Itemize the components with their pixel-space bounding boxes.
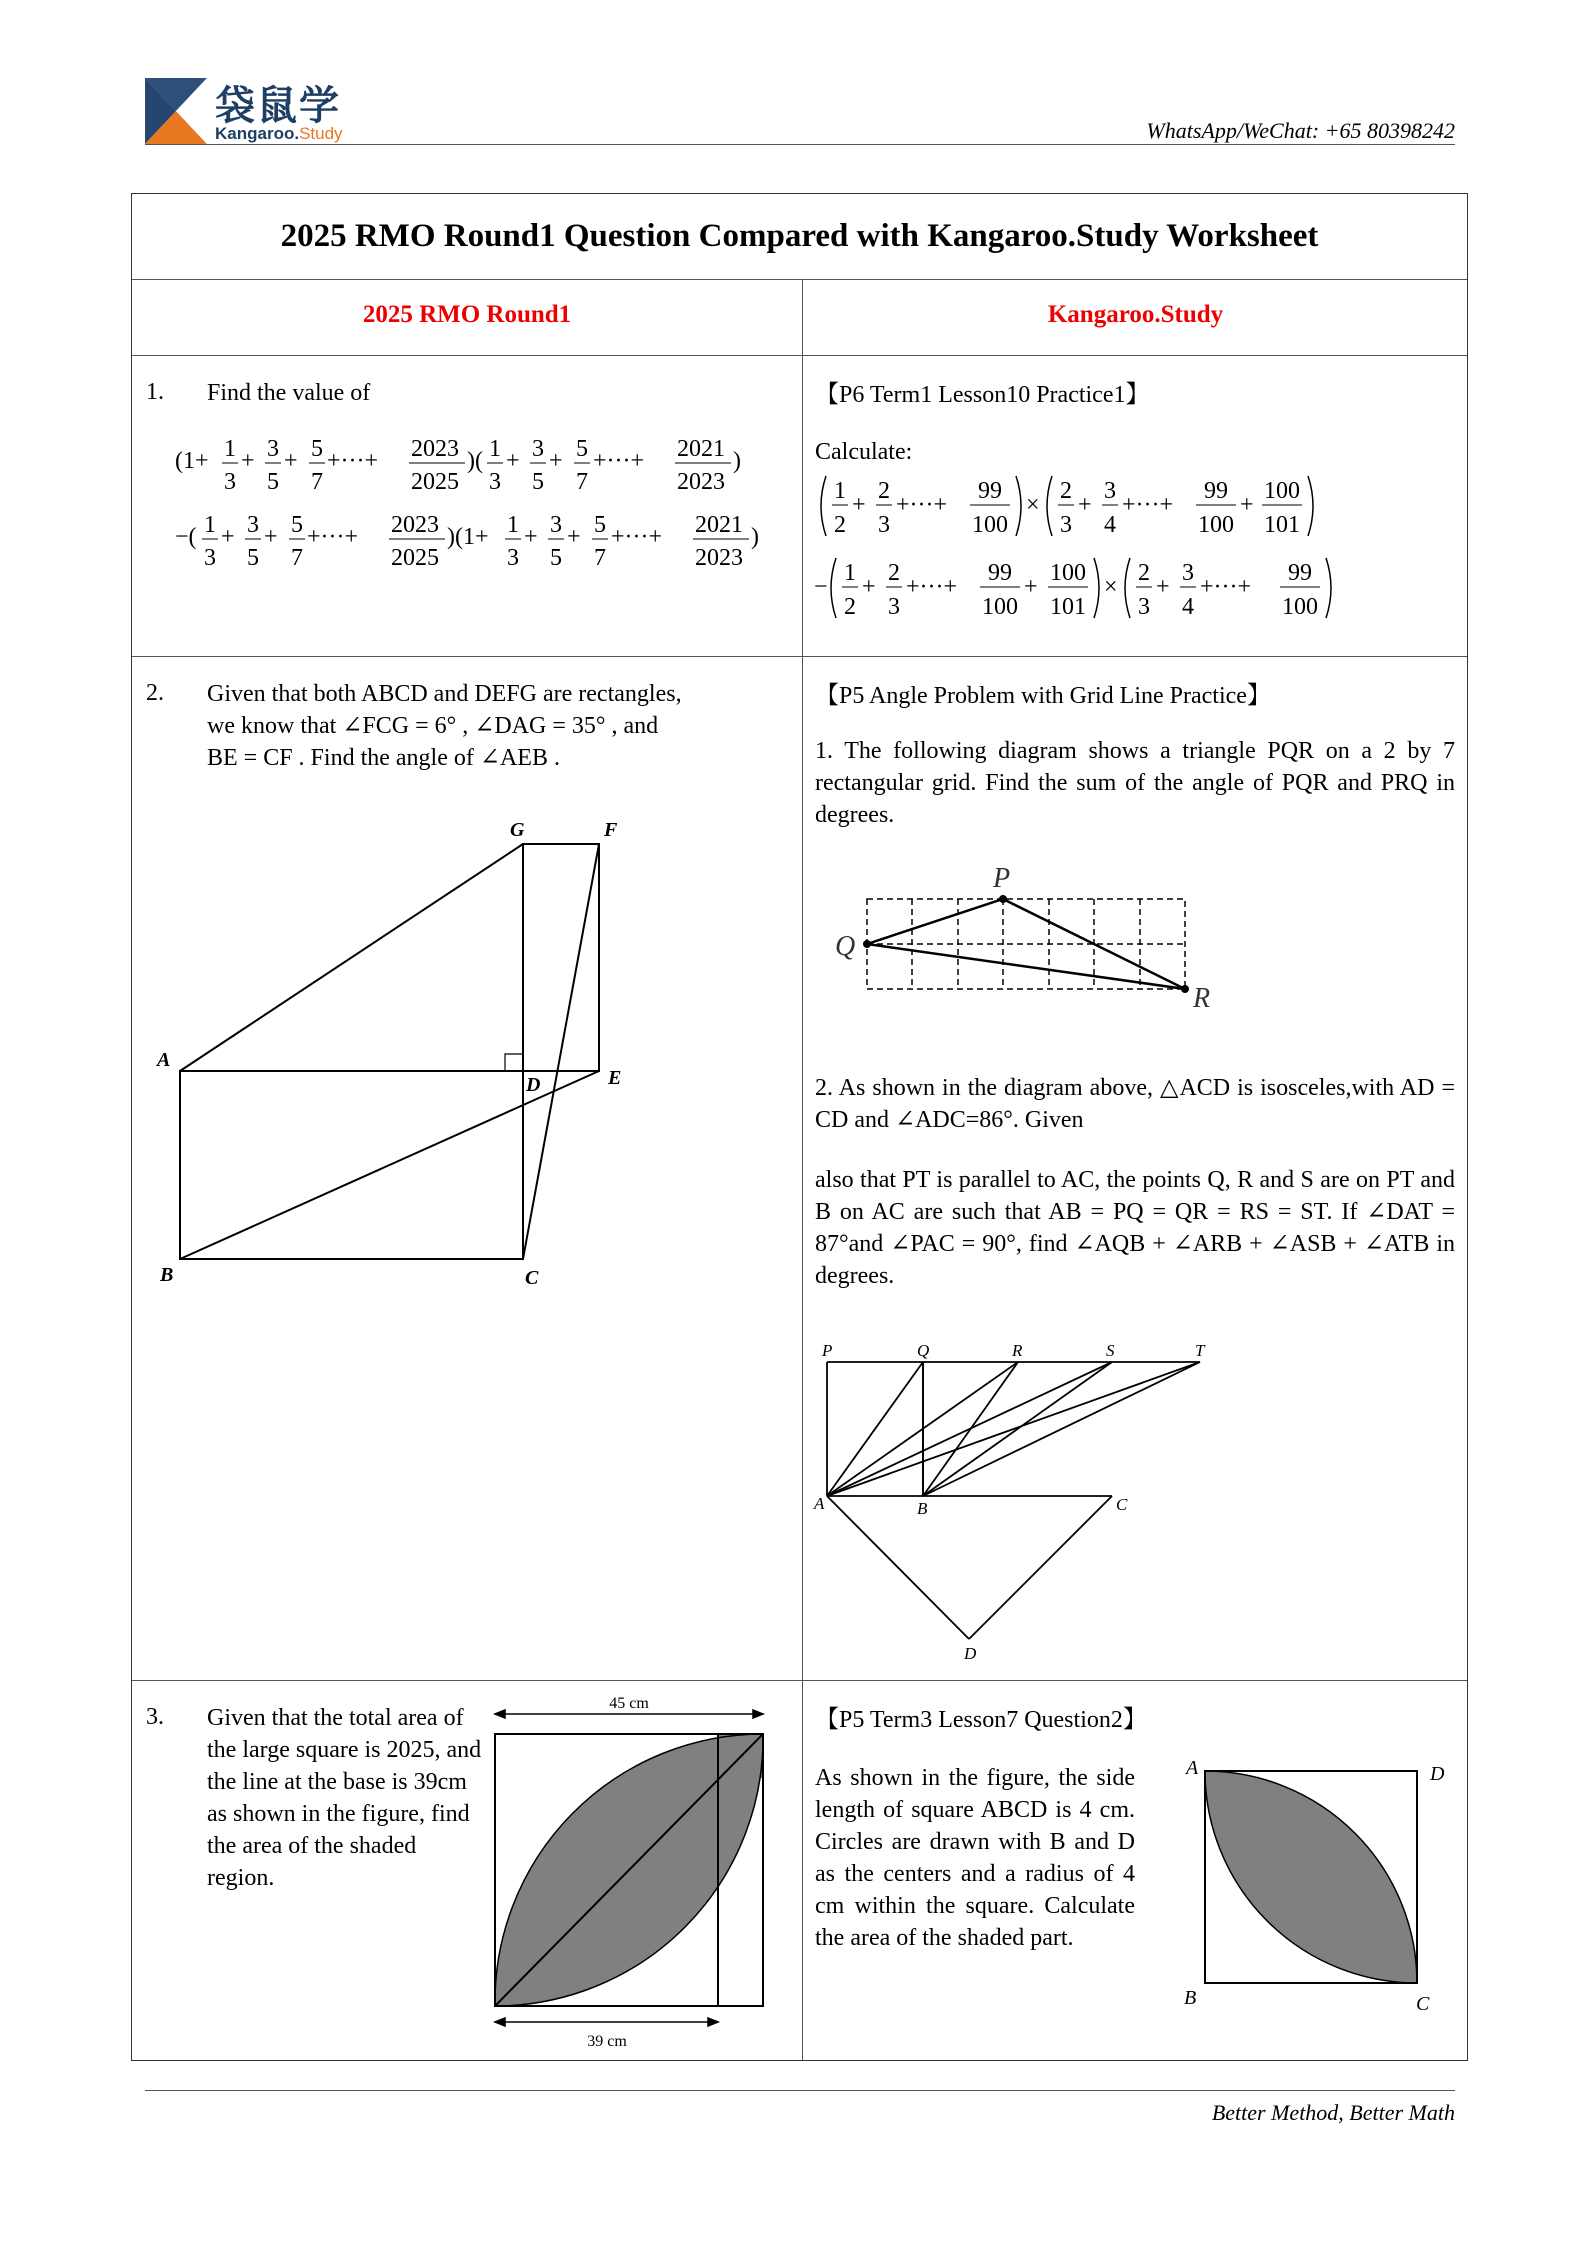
svg-text:): ) bbox=[733, 448, 741, 474]
svg-text:E: E bbox=[608, 1067, 622, 1089]
svg-text:100: 100 bbox=[1050, 560, 1086, 586]
parallel-lines-figure bbox=[812, 1344, 1232, 1664]
svg-text:Q: Q bbox=[835, 931, 856, 962]
square-circles-figure bbox=[1172, 1754, 1452, 2014]
svg-text:+: + bbox=[852, 492, 866, 518]
svg-text:2: 2 bbox=[844, 594, 856, 620]
row-divider bbox=[132, 656, 1467, 657]
svg-text:3: 3 bbox=[1060, 512, 1072, 538]
svg-text:5: 5 bbox=[594, 512, 606, 538]
svg-text:1: 1 bbox=[489, 436, 501, 462]
svg-text:S: S bbox=[1106, 1344, 1115, 1360]
col-header-left: 2025 RMO Round1 bbox=[362, 301, 572, 328]
svg-text:3: 3 bbox=[224, 469, 236, 495]
svg-text:)(: )( bbox=[467, 448, 483, 474]
svg-text:3: 3 bbox=[247, 512, 259, 538]
svg-text:7: 7 bbox=[291, 545, 303, 571]
brand-logo bbox=[145, 74, 355, 146]
svg-text:−: − bbox=[814, 574, 828, 600]
kangaroo-logo-icon bbox=[145, 78, 207, 144]
leaf-square-figure bbox=[487, 1694, 787, 2074]
brand-name-cn: 袋鼠学 bbox=[215, 83, 341, 129]
svg-text:4: 4 bbox=[1104, 512, 1116, 538]
svg-text:1: 1 bbox=[204, 512, 216, 538]
svg-text:+: + bbox=[1240, 492, 1254, 518]
svg-text:100: 100 bbox=[982, 594, 1018, 620]
svg-text:5: 5 bbox=[247, 545, 259, 571]
question-text: Given that the total area of the large square is 2025, and the line at the base is 39cm as shown in the figure, find the area of the shaded region. bbox=[207, 1705, 482, 1891]
svg-text:7: 7 bbox=[594, 545, 606, 571]
svg-text:+: + bbox=[506, 448, 520, 474]
svg-text:+···+: +···+ bbox=[611, 524, 663, 550]
svg-text:B: B bbox=[1184, 1987, 1197, 2009]
problem-text: As shown in the figure, the side length of square ABCD is 4 cm. Circles are drawn with B and D as the centers and a radius of 4 cm within the square. Calculate the area of the shaded part. bbox=[815, 1765, 1135, 1951]
svg-text:3: 3 bbox=[550, 512, 562, 538]
row-divider bbox=[132, 355, 1467, 356]
svg-text:99: 99 bbox=[1204, 478, 1228, 504]
svg-text:1: 1 bbox=[834, 478, 846, 504]
svg-text:+: + bbox=[241, 448, 255, 474]
svg-text:+: + bbox=[567, 524, 581, 550]
brand-name-en: Kangaroo.Study bbox=[215, 124, 343, 143]
row-divider bbox=[132, 279, 1467, 280]
worksheet-reference: 【P5 Term3 Lesson7 Question2】 bbox=[815, 1707, 1147, 1733]
question-number: 1. bbox=[146, 379, 164, 405]
problem-text-2a: 2. As shown in the diagram above, △ACD is isosceles,with AD = CD and ∠ADC=86°. Given bbox=[815, 1075, 1455, 1133]
svg-text:100: 100 bbox=[1264, 478, 1300, 504]
svg-text:B: B bbox=[917, 1499, 928, 1518]
svg-text:F: F bbox=[604, 819, 618, 841]
svg-text:×: × bbox=[1026, 492, 1040, 518]
svg-text:−(: −( bbox=[175, 524, 197, 550]
problem-text-1: 1. The following diagram shows a triangle PQR on a 2 by 7 rectangular grid. Find the sum of the angle of PQR and PRQ in degrees. bbox=[815, 738, 1455, 828]
svg-text:A: A bbox=[814, 1494, 825, 1513]
svg-text:3: 3 bbox=[204, 545, 216, 571]
svg-text:1: 1 bbox=[507, 512, 519, 538]
svg-text:3: 3 bbox=[507, 545, 519, 571]
svg-text:R: R bbox=[1193, 983, 1211, 1009]
svg-text:99: 99 bbox=[1288, 560, 1312, 586]
svg-text:G: G bbox=[510, 819, 525, 841]
svg-text:C: C bbox=[1116, 1495, 1128, 1514]
svg-text:+: + bbox=[221, 524, 235, 550]
svg-text:100: 100 bbox=[972, 512, 1008, 538]
svg-text:39 cm: 39 cm bbox=[587, 2033, 627, 2050]
svg-text:100: 100 bbox=[1282, 594, 1318, 620]
svg-text:+···+: +···+ bbox=[1200, 574, 1252, 600]
svg-text:)(1+: )(1+ bbox=[447, 524, 489, 550]
svg-text:B: B bbox=[160, 1264, 174, 1286]
svg-text:45 cm: 45 cm bbox=[609, 1695, 649, 1712]
svg-text:+···+: +···+ bbox=[327, 448, 379, 474]
svg-text:1: 1 bbox=[844, 560, 856, 586]
svg-text:+: + bbox=[549, 448, 563, 474]
svg-text:2023: 2023 bbox=[677, 469, 725, 495]
rectangles-figure bbox=[152, 814, 792, 1494]
col-header-right: Kangaroo.Study bbox=[1047, 301, 1224, 328]
header-divider bbox=[145, 144, 1455, 145]
svg-text:2021: 2021 bbox=[695, 512, 743, 538]
comparison-table bbox=[131, 193, 1468, 2061]
problem-text-2b: also that PT is parallel to AC, the points Q, R and S are on PT and B on AC are such that AB = PQ = QR = RS = ST. If ∠DAT = 87°and ∠PAC = 90°, find ∠AQB + ∠ARB + ∠ASB + ∠ATB in degrees. bbox=[815, 1167, 1455, 1289]
svg-text:4: 4 bbox=[1182, 594, 1194, 620]
svg-text:99: 99 bbox=[978, 478, 1002, 504]
svg-text:2021: 2021 bbox=[677, 436, 725, 462]
svg-text:5: 5 bbox=[576, 436, 588, 462]
svg-text:5: 5 bbox=[311, 436, 323, 462]
svg-text:7: 7 bbox=[311, 469, 323, 495]
svg-text:A: A bbox=[157, 1049, 171, 1071]
svg-text:P: P bbox=[993, 863, 1011, 894]
svg-text:2025: 2025 bbox=[391, 545, 439, 571]
calculate-label: Calculate: bbox=[815, 439, 913, 465]
svg-text:5: 5 bbox=[291, 512, 303, 538]
svg-text:5: 5 bbox=[532, 469, 544, 495]
svg-text:3: 3 bbox=[878, 512, 890, 538]
svg-text:2: 2 bbox=[888, 560, 900, 586]
question-text: Given that both ABCD and DEFG are rectangles, we know that ∠FCG = 6° , ∠DAG = 35° , and BE = CF . Find the angle of ∠AEB . bbox=[207, 681, 682, 771]
svg-text:2: 2 bbox=[878, 478, 890, 504]
footer-divider bbox=[145, 2090, 1455, 2091]
svg-text:R: R bbox=[1012, 1344, 1023, 1360]
svg-text:+: + bbox=[524, 524, 538, 550]
svg-text:(1+: (1+ bbox=[175, 448, 209, 474]
row-divider bbox=[132, 1680, 1467, 1681]
svg-text:+···+: +···+ bbox=[307, 524, 359, 550]
svg-text:3: 3 bbox=[1104, 478, 1116, 504]
svg-text:+: + bbox=[1024, 574, 1038, 600]
svg-text:2023: 2023 bbox=[391, 512, 439, 538]
svg-text:): ) bbox=[751, 524, 759, 550]
svg-text:2023: 2023 bbox=[695, 545, 743, 571]
svg-text:C: C bbox=[525, 1267, 539, 1289]
svg-text:1: 1 bbox=[224, 436, 236, 462]
worksheet-reference: 【P6 Term1 Lesson10 Practice1】 bbox=[815, 382, 1150, 408]
svg-text:3: 3 bbox=[1138, 594, 1150, 620]
svg-text:2023: 2023 bbox=[411, 436, 459, 462]
svg-text:A: A bbox=[1186, 1757, 1199, 1779]
svg-text:P: P bbox=[822, 1344, 833, 1360]
svg-text:D: D bbox=[964, 1644, 977, 1663]
svg-text:5: 5 bbox=[550, 545, 562, 571]
svg-text:2: 2 bbox=[1138, 560, 1150, 586]
svg-text:×: × bbox=[1104, 574, 1118, 600]
svg-text:D: D bbox=[526, 1074, 541, 1096]
footer-slogan: Better Method, Better Math bbox=[1211, 2100, 1455, 2125]
svg-text:3: 3 bbox=[489, 469, 501, 495]
svg-text:2025: 2025 bbox=[411, 469, 459, 495]
svg-text:99: 99 bbox=[988, 560, 1012, 586]
svg-text:3: 3 bbox=[888, 594, 900, 620]
svg-text:+: + bbox=[264, 524, 278, 550]
svg-text:3: 3 bbox=[267, 436, 279, 462]
svg-text:Q: Q bbox=[917, 1344, 930, 1360]
svg-text:+: + bbox=[1156, 574, 1170, 600]
svg-text:+: + bbox=[1078, 492, 1092, 518]
svg-text:C: C bbox=[1416, 1993, 1430, 2014]
svg-text:100: 100 bbox=[1198, 512, 1234, 538]
question-number: 3. bbox=[146, 1704, 164, 1730]
q1-expression bbox=[167, 426, 787, 586]
grid-triangle-figure bbox=[815, 859, 1235, 1009]
svg-text:T: T bbox=[1195, 1344, 1205, 1360]
svg-text:D: D bbox=[1430, 1763, 1445, 1785]
svg-text:7: 7 bbox=[576, 469, 588, 495]
svg-text:101: 101 bbox=[1264, 512, 1300, 538]
contact-info: WhatsApp/WeChat: +65 80398242 bbox=[1146, 118, 1455, 143]
svg-text:3: 3 bbox=[1182, 560, 1194, 586]
question-number: 2. bbox=[146, 680, 164, 706]
svg-text:2: 2 bbox=[834, 512, 846, 538]
column-divider bbox=[802, 280, 803, 2060]
svg-text:+: + bbox=[284, 448, 298, 474]
worksheet-reference: 【P5 Angle Problem with Grid Line Practice】 bbox=[815, 683, 1271, 709]
svg-text:+···+: +···+ bbox=[896, 492, 948, 518]
svg-text:+···+: +···+ bbox=[906, 574, 958, 600]
svg-text:+···+: +···+ bbox=[593, 448, 645, 474]
svg-text:3: 3 bbox=[532, 436, 544, 462]
q1-worksheet-expression bbox=[812, 472, 1462, 652]
svg-text:+: + bbox=[862, 574, 876, 600]
svg-text:101: 101 bbox=[1050, 594, 1086, 620]
svg-text:+···+: +···+ bbox=[1122, 492, 1174, 518]
question-text: Find the value of bbox=[207, 380, 371, 406]
svg-text:2: 2 bbox=[1060, 478, 1072, 504]
table-title: 2025 RMO Round1 Question Compared with Kangaroo.Study Worksheet bbox=[280, 218, 1319, 254]
svg-text:5: 5 bbox=[267, 469, 279, 495]
